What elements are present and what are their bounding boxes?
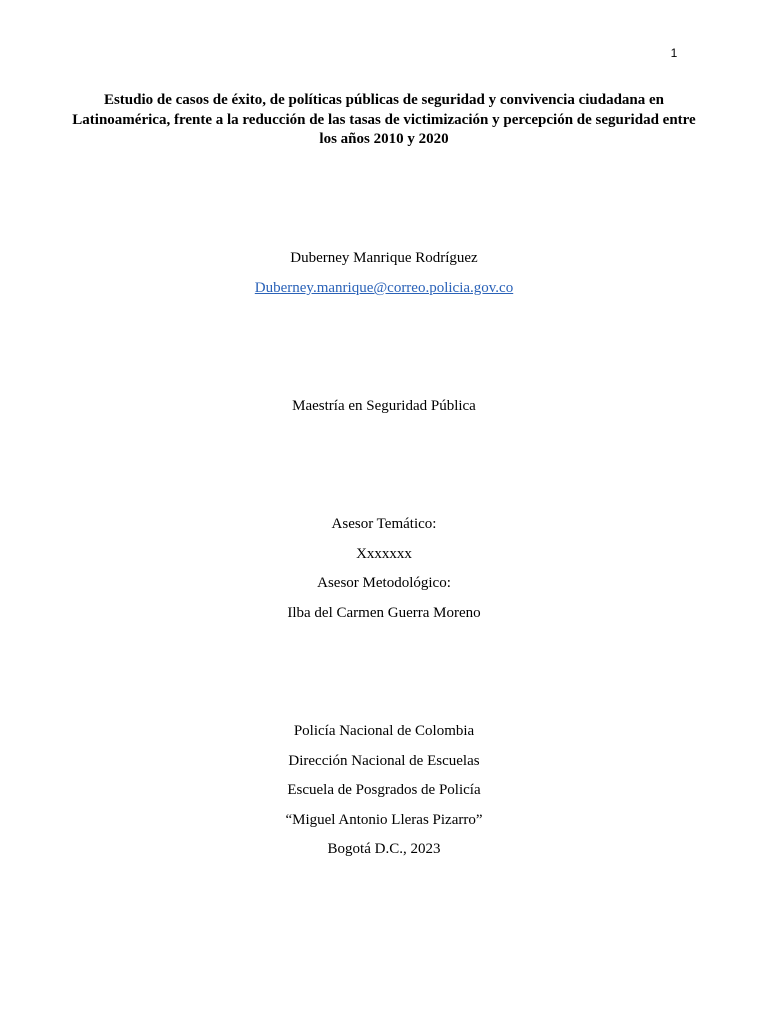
page-number: 1 <box>670 46 678 60</box>
author-name: Duberney Manrique Rodríguez <box>290 250 478 266</box>
program-name: Maestría en Seguridad Pública <box>292 398 476 414</box>
institution-line-3: Escuela de Posgrados de Policía <box>287 782 481 798</box>
document-title: Estudio de casos de éxito, de políticas públicas de seguridad y convivencia ciudadana en Latinoamérica, frente a la reducción de las tasas de victimización y percepción de seguridad entre los años 2010 y 2020 <box>72 92 696 147</box>
institution-line-2: Dirección Nacional de Escuelas <box>288 753 480 769</box>
institution-line-1: Policía Nacional de Colombia <box>293 723 475 739</box>
methodological-advisor-label: Asesor Metodológico: <box>317 575 451 591</box>
author-email-line <box>0 278 768 298</box>
thematic-advisor-name: Xxxxxxx <box>356 546 412 562</box>
methodological-advisor-name: Ilba del Carmen Guerra Moreno <box>287 605 481 621</box>
institution-line-4: “Miguel Antonio Lleras Pizarro” <box>285 812 483 828</box>
author-email-link[interactable]: Duberney.manrique@correo.policia.gov.co <box>254 280 514 296</box>
thematic-advisor-label: Asesor Temático: <box>331 516 437 532</box>
place-and-year: Bogotá D.C., 2023 <box>327 841 441 857</box>
